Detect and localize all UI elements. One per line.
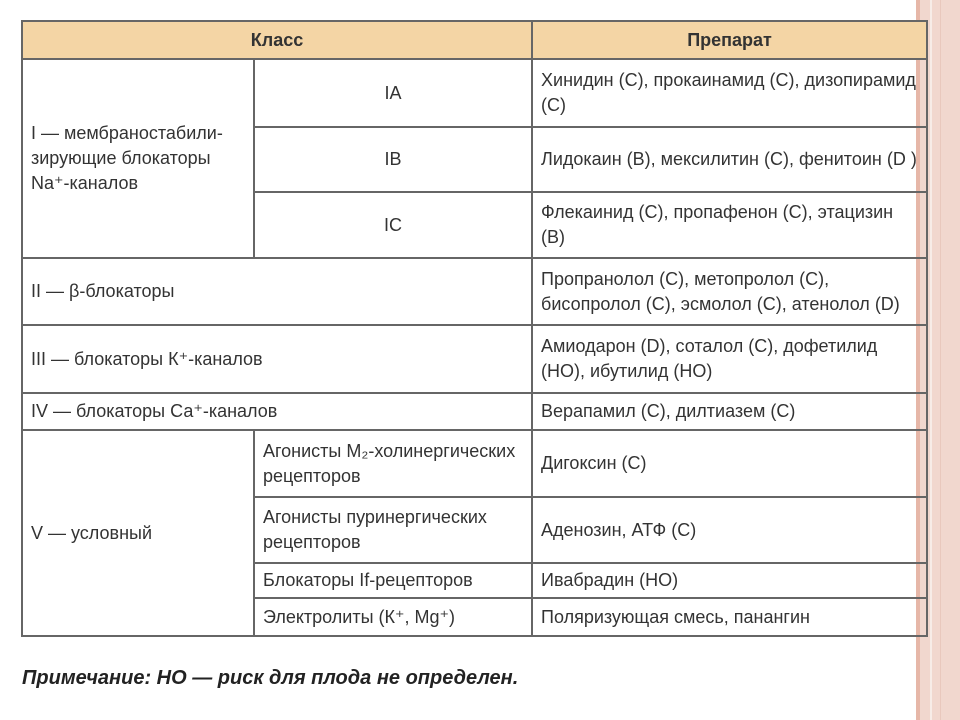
class-cell-v: V — условный <box>22 430 254 636</box>
table-row <box>22 430 927 497</box>
subclass-cell: IC <box>254 192 532 258</box>
table-row <box>22 258 927 325</box>
table-row <box>22 325 927 393</box>
subclass-cell: Блокаторы If-рецепторов <box>254 563 532 598</box>
subclass-cell: Агонисты М₂-холинергических рецепторов <box>254 430 532 497</box>
drug-cell: Аденозин, АТФ (С) <box>532 497 927 563</box>
subclass-cell: Электролиты (К⁺, Mg⁺) <box>254 598 532 636</box>
header-class: Класс <box>22 21 532 59</box>
subclass-cell: Агонисты пуринергических рецепторов <box>254 497 532 563</box>
class-cell-iv: IV — блокаторы Са⁺-каналов <box>22 393 532 430</box>
class-cell-iii: III — блокаторы К⁺-каналов <box>22 325 532 393</box>
drug-cell: Ивабрадин (НО) <box>532 563 927 598</box>
class-cell-ii: II — β-блокаторы <box>22 258 532 325</box>
subclass-cell: IA <box>254 59 532 127</box>
drug-cell: Верапамил (С), дилтиазем (С) <box>532 393 927 430</box>
drug-cell: Пропранолол (С), метопролол (С), бисопролол (С), эсмолол (С), атенолол (D) <box>532 258 927 325</box>
table-row <box>22 393 927 430</box>
drug-cell: Дигоксин (С) <box>532 430 927 497</box>
drug-cell: Хинидин (С), прокаинамид (С), дизопирамид (С) <box>532 59 927 127</box>
header-drug: Препарат <box>532 21 927 59</box>
table-header-row <box>22 21 927 59</box>
table-footnote: Примечание: НО — риск для плода не определен. <box>22 667 519 689</box>
drug-cell: Амиодарон (D), соталол (С), дофетилид (НО), ибутилид (НО) <box>532 325 927 393</box>
drug-cell: Флекаинид (С), пропафенон (С), этацизин (В) <box>532 192 927 258</box>
table-row <box>22 59 927 127</box>
subclass-cell: IB <box>254 127 532 192</box>
drug-cell: Лидокаин (В), мексилитин (С), фенитоин (D ) <box>532 127 927 192</box>
class-cell-i: I — мембраностабили-зирующие блокаторы Na⁺-каналов <box>22 59 254 258</box>
antiarrhythmic-class-table <box>21 20 928 637</box>
drug-cell: Поляризующая смесь, панангин <box>532 598 927 636</box>
